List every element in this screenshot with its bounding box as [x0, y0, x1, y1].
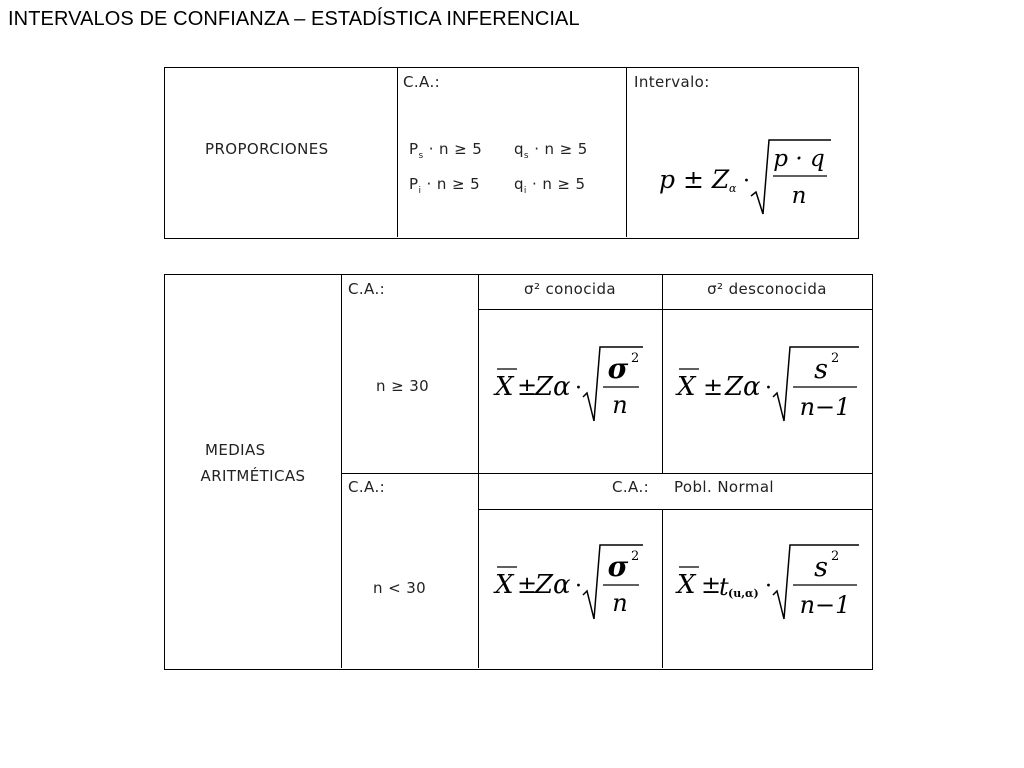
- normal-population-label: Pobl. Normal: [674, 478, 774, 496]
- svg-text:·: ·: [765, 376, 772, 401]
- svg-text:2: 2: [831, 351, 840, 366]
- proportions-label: PROPORCIONES: [205, 140, 329, 158]
- svg-text:s: s: [814, 354, 828, 385]
- svg-text:·: ·: [765, 574, 772, 599]
- svg-text:α: α: [553, 372, 571, 402]
- condition-qs: $q_s \cdot n \ge 5$: [514, 140, 588, 161]
- proportion-formula: [659, 138, 834, 223]
- svg-text:2: 2: [831, 549, 840, 564]
- ca-normal-label: C.A.:: [612, 478, 650, 496]
- header-variance-known: σ² conocida: [524, 280, 616, 298]
- svg-text:±: ±: [703, 373, 724, 401]
- svg-text:±: ±: [517, 373, 538, 401]
- header-variance-unknown: σ² desconocida: [707, 280, 827, 298]
- svg-text:·: ·: [575, 574, 582, 599]
- svg-text:±: ±: [517, 571, 538, 599]
- svg-text:Z: Z: [535, 372, 554, 402]
- svg-text:·: ·: [743, 169, 750, 194]
- svg-text:·: ·: [575, 376, 582, 401]
- svg-text:σ: σ: [607, 352, 629, 385]
- svg-text:α: α: [729, 182, 737, 195]
- svg-text:α: α: [553, 570, 571, 600]
- svg-text:t: t: [719, 573, 729, 601]
- svg-text:α: α: [743, 372, 761, 402]
- svg-text:2: 2: [631, 351, 640, 366]
- formula-unknown-large: [675, 345, 865, 432]
- formula-known-small: [493, 543, 653, 630]
- svg-text:X: X: [495, 570, 514, 600]
- svg-text:Z: Z: [725, 372, 744, 402]
- svg-text:X: X: [495, 372, 514, 402]
- svg-text:n: n: [612, 589, 628, 617]
- svg-text:X: X: [677, 372, 696, 402]
- svg-text:(u,α): (u,α): [728, 587, 759, 600]
- proportions-table: [164, 67, 859, 239]
- formula-t-small: [675, 543, 865, 630]
- ca-label-small: C.A.:: [348, 478, 386, 496]
- means-table: [164, 274, 873, 670]
- means-label: MEDIAS ARITMÉTICAS: [200, 441, 306, 485]
- svg-text:p · q: p · q: [773, 146, 825, 172]
- svg-text:±: ±: [701, 571, 722, 599]
- svg-text:Z: Z: [535, 570, 554, 600]
- condition-n-small: n < 30: [373, 579, 427, 597]
- condition-qi: $q_i \cdot n \ge 5$: [514, 175, 586, 196]
- svg-text:n−1: n−1: [799, 591, 851, 619]
- svg-text:σ: σ: [607, 550, 629, 583]
- formula-known-large: [493, 345, 653, 432]
- svg-text:n: n: [612, 391, 628, 419]
- interval-label: Intervalo:: [634, 73, 710, 91]
- svg-text:s: s: [814, 552, 828, 583]
- svg-text:n: n: [791, 183, 807, 209]
- condition-ps: $P_s \cdot n \ge 5$: [409, 140, 483, 161]
- svg-text:2: 2: [631, 549, 640, 564]
- proportions-ca-label: C.A.:: [403, 73, 441, 91]
- ca-label-large: C.A.:: [348, 280, 386, 298]
- condition-pi: $P_i \cdot n \ge 5$: [409, 175, 481, 196]
- svg-text:n−1: n−1: [799, 393, 851, 421]
- svg-text:X: X: [677, 570, 696, 600]
- page-title: INTERVALOS DE CONFIANZA – ESTADÍSTICA INFERENCIAL: [8, 8, 580, 30]
- svg-text:p ± Z: p ± Z: [659, 165, 730, 194]
- condition-n-large: n ≥ 30: [376, 377, 430, 395]
